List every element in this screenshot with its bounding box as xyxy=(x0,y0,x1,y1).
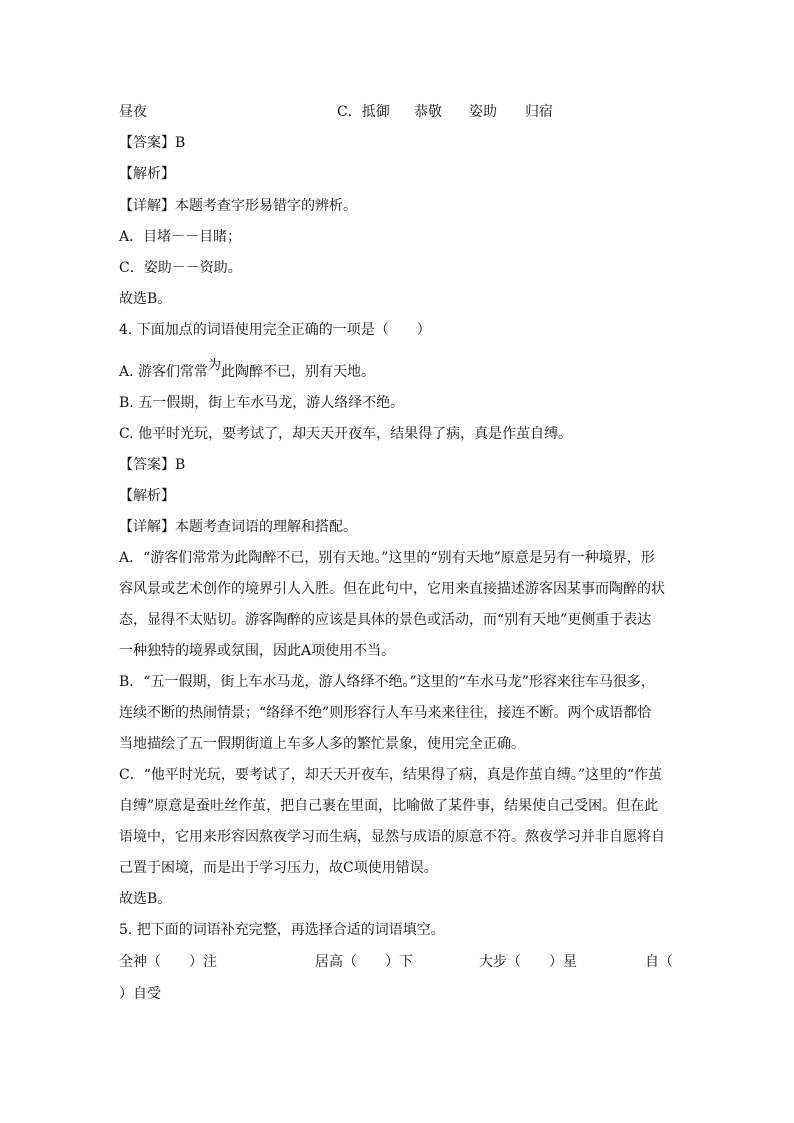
q4-option-c: C. 他平时光玩，要考试了，却天天开夜车，结果得了病，真是作茧自缚。 xyxy=(119,426,573,442)
q5-blank-3: 大步（ ）星 xyxy=(479,954,577,970)
prev-question-line xyxy=(119,102,553,122)
q3-conclusion: 故选B。 xyxy=(119,291,172,307)
q4-answer: 【答案】B xyxy=(119,457,186,473)
q4-para-c-line: 语境中，它用来形容因熬夜学习而生病，显然与成语的原意不符。熬夜学习并非自愿将自 xyxy=(119,829,665,845)
option-c-word-3: 姿助 xyxy=(469,104,497,120)
q4-para-a-line: 一种独特的境界或氛围，因此A项使用不当。 xyxy=(119,643,396,659)
q5-blank-4-start: 自（ xyxy=(645,954,673,970)
q4-para-b-line: 当地描绘了五一假期街道上车多人多的繁忙景象，使用完全正确。 xyxy=(119,736,525,752)
q5-stem: 5. 把下面的词语补充完整，再选择合适的词语填空。 xyxy=(119,922,445,938)
q4-option-a-post: 此陶醉不已，别有天地。 xyxy=(221,364,376,380)
q4-option-a xyxy=(119,358,376,383)
q5-blank-2: 居高（ ）下 xyxy=(315,954,413,970)
q3-line-a: A．目堵－－目睹； xyxy=(119,229,242,245)
q4-option-b: B. 五一假期，街上车水马龙，游人络绎不绝。 xyxy=(119,395,405,411)
q4-para-a-line: A．“游客们常常为此陶醉不已，别有天地。”这里的“别有天地”原意是另有一种境界，形 xyxy=(119,550,655,566)
q4-analysis-heading: 【解析】 xyxy=(119,488,175,504)
q3-line-c: C．姿助－－资助。 xyxy=(119,260,242,276)
q3-detail: 【详解】本题考查字形易错字的辨析。 xyxy=(119,198,357,214)
q4-option-a-pre: A. 游客们常常 xyxy=(119,364,209,380)
q4-stem: 4. 下面加点的词语使用完全正确的一项是（ ） xyxy=(119,322,431,338)
q3-analysis-heading: 【解析】 xyxy=(119,166,175,182)
option-c-word-2: 恭敬 xyxy=(414,104,442,120)
q4-para-c-line: 自缚”原意是蚕吐丝作茧，把自己裹在里面，比喻做了某件事，结果使自己受困。但在此 xyxy=(119,798,659,814)
option-c-word-4: 归宿 xyxy=(525,104,553,120)
q4-para-b-line: 连续不断的热闹情景；“络绎不绝”则形容行人车马来来往往，接连不断。两个成语都恰 xyxy=(119,705,652,721)
q5-blank-1: 全神（ ）注 xyxy=(119,954,217,970)
q4-para-c-line: 己置于困境，而是出于学习压力，故C项使用错误。 xyxy=(119,860,438,876)
q4-para-a-line: 态，显得不太贴切。游客陶醉的应该是具体的景色或活动，而“别有天地”更侧重于表达 xyxy=(119,612,652,628)
q4-conclusion: 故选B。 xyxy=(119,891,172,907)
option-c-label: C．抵御 xyxy=(337,104,390,120)
q4-para-c-line: C．“他平时光玩，要考试了，却天天开夜车，结果得了病，真是作茧自缚。”这里的“作茧 xyxy=(119,767,663,783)
q4-detail: 【详解】本题考查词语的理解和搭配。 xyxy=(119,519,357,535)
q4-para-a-line: 容风景或艺术创作的境界引人入胜。但在此句中，它用来直接描述游客因某事而陶醉的状 xyxy=(119,581,665,597)
q4-para-b-line: B．“五一假期，街上车水马龙，游人络绎不绝。”这里的“车水马龙”形容来往车马很多， xyxy=(119,674,655,690)
option-b-tail: 昼夜 xyxy=(119,104,147,120)
q4-option-a-raised: 为 xyxy=(208,358,222,373)
q5-blank-4-end: ）自受 xyxy=(119,986,161,1002)
q3-answer: 【答案】B xyxy=(119,135,186,151)
